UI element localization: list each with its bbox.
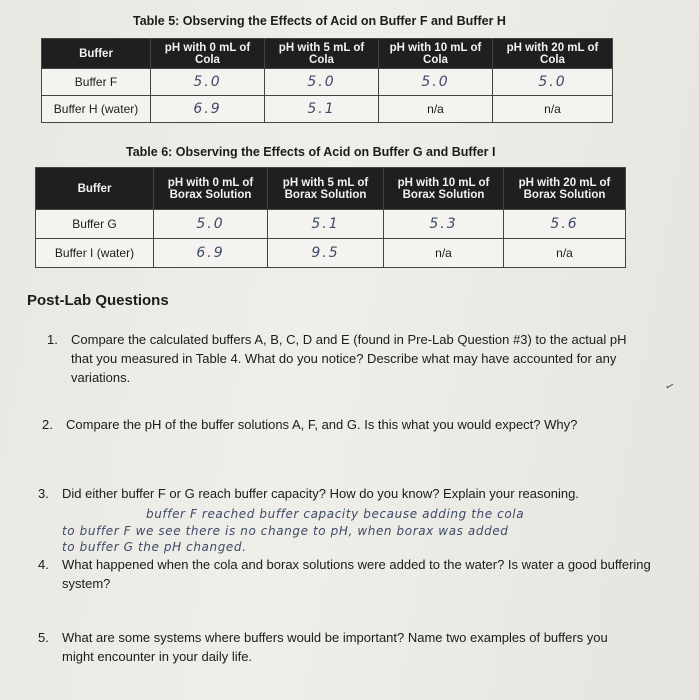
question-4 — [38, 555, 652, 593]
table5-caption: Table 5: Observing the Effects of Acid on Buffer F and Buffer H — [133, 14, 506, 28]
post-lab-heading: Post-Lab Questions — [27, 292, 169, 309]
handwritten-value: 5.1 — [268, 210, 384, 239]
question-number: 3. — [38, 486, 49, 501]
table-row — [36, 210, 626, 239]
table6-caption: Table 6: Observing the Effects of Acid on Buffer G and Buffer I — [126, 145, 496, 159]
question-number: 4. — [38, 557, 49, 572]
table6 — [35, 167, 626, 268]
question-text: What are some systems where buffers would be important? Name two examples of buffers you might encounter in your daily life. — [62, 630, 608, 664]
handwritten-value: 5.0 — [154, 210, 268, 239]
table5-header-20ml: pH with 20 mL of Cola — [493, 39, 613, 69]
handwritten-value: 5.0 — [265, 69, 379, 96]
table5-header-5ml: pH with 5 mL of Cola — [265, 39, 379, 69]
handwritten-value: 5.3 — [384, 210, 504, 239]
table6-header-10ml: pH with 10 mL of Borax Solution — [384, 168, 504, 210]
handwritten-value: 5.6 — [504, 210, 626, 239]
handwritten-value: 5.1 — [265, 96, 379, 123]
question-3 — [38, 484, 642, 503]
handwritten-answer-line: buffer F reached buffer capacity because adding the cola — [146, 507, 525, 521]
table5-header-0ml: pH with 0 mL of Cola — [151, 39, 265, 69]
question-number: 5. — [38, 630, 49, 645]
handwritten-value: 5.0 — [493, 69, 613, 96]
table5-header-buffer: Buffer — [42, 39, 151, 69]
question-number: 1. — [47, 332, 58, 347]
table6-header-5ml: pH with 5 mL of Borax Solution — [268, 168, 384, 210]
table-row — [36, 239, 626, 268]
not-applicable-value: n/a — [493, 96, 613, 123]
table6-header-0ml: pH with 0 mL of Borax Solution — [154, 168, 268, 210]
table5 — [41, 38, 613, 123]
table-row — [42, 69, 613, 96]
table6-header-buffer: Buffer — [36, 168, 154, 210]
handwritten-value: 6.9 — [151, 96, 265, 123]
table-row — [42, 96, 613, 123]
handwritten-answer-line: to buffer G the pH changed. — [62, 540, 247, 554]
question-number: 2. — [42, 417, 53, 432]
row-label-buffer-h: Buffer H (water) — [42, 96, 151, 123]
handwritten-value: 9.5 — [268, 239, 384, 268]
row-label-buffer-g: Buffer G — [36, 210, 154, 239]
question-text: What happened when the cola and borax solutions were added to the water? Is water a good buffering system? — [62, 557, 651, 591]
question-text: Compare the calculated buffers A, B, C, D and E (found in Pre-Lab Question #3) to the actual pH that you measured in Table 4. What do you notice? Describe what may have accounted for any variations. — [71, 332, 627, 385]
question-1 — [47, 330, 631, 387]
question-2 — [42, 415, 626, 434]
handwritten-value: 5.0 — [151, 69, 265, 96]
question-text: Did either buffer F or G reach buffer capacity? How do you know? Explain your reasoning. — [62, 486, 579, 501]
handwritten-value: 6.9 — [154, 239, 268, 268]
handwritten-value: 5.0 — [379, 69, 493, 96]
not-applicable-value: n/a — [504, 239, 626, 268]
handwritten-answer-line: to buffer F we see there is no change to pH, when borax was added — [62, 524, 509, 538]
question-text: Compare the pH of the buffer solutions A, F, and G. Is this what you would expect? Why? — [66, 417, 578, 432]
table5-header-10ml: pH with 10 mL of Cola — [379, 39, 493, 69]
row-label-buffer-f: Buffer F — [42, 69, 151, 96]
question-5 — [38, 628, 642, 666]
not-applicable-value: n/a — [384, 239, 504, 268]
pen-mark-icon: ✓ — [663, 379, 676, 395]
table6-header-20ml: pH with 20 mL of Borax Solution — [504, 168, 626, 210]
row-label-buffer-i: Buffer I (water) — [36, 239, 154, 268]
not-applicable-value: n/a — [379, 96, 493, 123]
